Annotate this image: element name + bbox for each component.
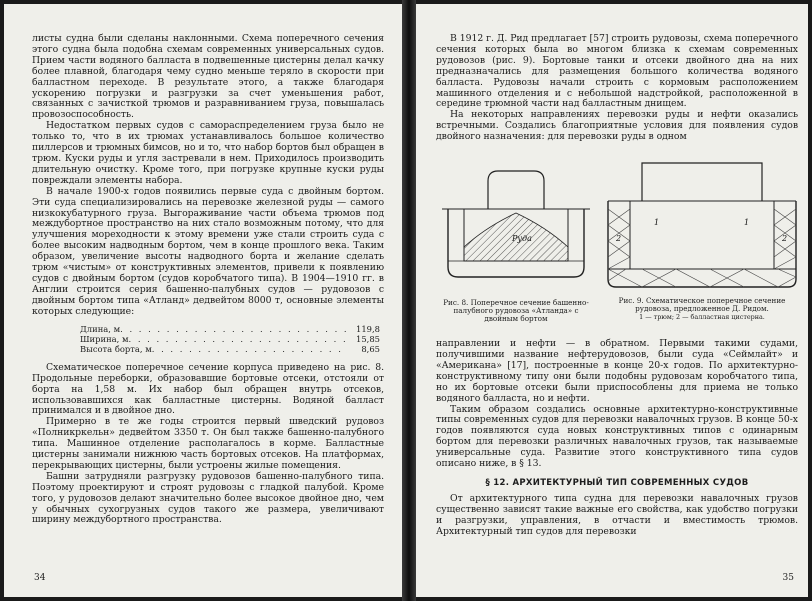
paragraph: Недостатком первых судов с самораспределением груза было не только то, что в их трюмах устанавливалось большое количество пиллерсов и трюмных бимсов, но и то, что набор бортов был обращен в трюм. Куски руды и угля застревали в нем. Приходилось производить длительную очистку. Кроме того, при погрузке крупные куски руды повреждали элементы набора. <box>32 120 384 186</box>
figure-9 <box>602 149 802 322</box>
paragraph: Таким образом создались основные архитектурно-конструктивные типы современных судов для перевозки навалочных грузов. В конце 50-х годов появляются суда новых конструктивных типов с одинарным бортом для перевозки различных навалочных грузов, так называемые универсальные суда. Развитие этого конструктивного типа судов описано ниже, в § 13. <box>436 403 798 470</box>
spec-label: Высота борта, м <box>80 344 152 355</box>
spec-value: 15,85 <box>356 333 380 344</box>
figure-8 <box>436 149 596 324</box>
spec-row <box>80 334 380 344</box>
paragraph: Башни затрудняли разгрузку рудовозов башенно-палубного типа. Поэтому проектируют и строят рудовозы с гладкой палубой. Кроме того, у рудовозов делают значительно более высокое двойное дно, чем у обычных сухогрузных судов такого же размера, увеличивают ширину междубортного пространства. <box>32 470 384 526</box>
figure-label: 1 <box>744 218 750 228</box>
paragraph: Схематическое поперечное сечение корпуса приведено на рис. 8. Продольные переборки, образовавшие бортовые отсеки, отстояли от борта на 1,58 м. Их набор был обращен внутрь отсеков, использовавшихся как балластные цистерны. Водяной балласт принимался и в двойное дно. <box>32 361 384 417</box>
figure-9-caption <box>602 297 802 322</box>
spec-row <box>80 324 380 334</box>
figure-label: 1 <box>654 218 660 228</box>
book-gutter <box>402 0 416 601</box>
figure-label: 2 <box>782 234 788 244</box>
paragraph: В начале 1900-х годов появились первые суда с двойным бортом. Эти суда специализировались на перевозке железной руды — самого низкокубатурного груза. Выгораживание части объема трюмов под междубортное пространство на них стало возможным потому, что для улучшения мореходности к этому времени уже стали строить суда с более высоким надводным бортом, чем в конце прошлого века. Таким образом, увеличение высоты надводного борта и желание сделать трюм «чистым» от конструктивных элементов, привели к появлению судов с двойным бортом (судов коробчатого типа). В 1904—1910 гг. в Англии строится серия башенно-палубных судов — рудовозов с двойным бортом типа «Атланд» дедвейтом 8000 т, основные элементы которых следующие: <box>32 185 384 317</box>
paragraph: От архитектурного типа судна для перевозки навалочных грузов существенно зависят такие важные его свойства, как удобство погрузки и разгрузки, управления, в отчасти и вместимость трюмов. Архитектурный тип судов для перевозки <box>436 492 798 537</box>
paragraph: Примерно в те же годы строится первый шведский рудовоз «Полникркельн» дедвейтом 3350 т. Он был также башенно-палубного типа. Машинное отделение располагалось в корме. Балластные цистерны занимали нижнюю часть бортовых отсеков. На платформах, перекрывающих цистерны, были устроены жилые помещения. <box>32 416 384 471</box>
reid-ore-carrier-cross-section-drawing <box>602 149 802 295</box>
figure-label: 2 <box>616 234 622 244</box>
figure-9-legend: 1 — трюм; 2 — балластная цистерна. <box>639 313 765 322</box>
spec-value: 8,65 <box>361 344 380 355</box>
figures-row <box>436 149 798 335</box>
right-page <box>416 4 808 597</box>
page-number: 34 <box>34 573 46 583</box>
figure-9-caption-text: Рис. 9. Схематическое поперечное сечение рудовоза, предложенное Д. Ридом. <box>618 296 786 314</box>
right-text-column <box>436 34 798 538</box>
hold-label: Руда <box>512 234 532 244</box>
paragraph: На некоторых направлениях перевозки руды и нефти оказались встречными. Создались благоприятные условия для появления судов двойного назначения: для перевозки руды в одном <box>436 109 798 143</box>
left-text-column <box>32 34 384 526</box>
ore-carrier-cross-section-drawing <box>436 149 596 297</box>
spec-label: Ширина, м <box>80 333 129 344</box>
spec-leader: . . . . . . . . . . . . . . . . . . . . . <box>151 344 343 355</box>
ship-specs-list <box>32 324 380 355</box>
spec-leader: . . . . . . . . . . . . . . . . . . . . . . . . <box>128 333 348 344</box>
spec-row <box>80 344 380 354</box>
paragraph: В 1912 г. Д. Рид предлагает [57] строить рудовозы, схема поперечного сечения которых была во многом близка к схемам современных рудовозов (рис. 9). Бортовые танки и отсеки двойного дна на них предназначались для размещения большого количества водяного балласта. Рудовозы начали строить с кормовым расположением машинного отделения и с небольшой надстройкой, расположенной в середине трюмной части над балластным днищем. <box>436 33 798 110</box>
figure-8-caption: Рис. 8. Поперечное сечение башенно-палубного рудовоза «Атланда» с двойным бортом <box>443 298 589 324</box>
spec-value: 119,8 <box>356 323 380 334</box>
paragraph: листы судна были сделаны наклонными. Схема поперечного сечения этого судна была подобна схемам современных универсальных судов. Прием части водяного балласта в подвешенные цистерны делал качку более плавной, благодаря чему судно меньше теряло в скорости при балластном переходе. В результате этого, а также благодаря ускорению погрузки и разгрузки за счет уменьшения работ, связанных с зачисткой трюмов и разравниванием груза, повышалась провозоспособность. <box>32 33 384 121</box>
page-number: 35 <box>782 573 794 583</box>
section-heading: § 12. АРХИТЕКТУРНЫЙ ТИП СОВРЕМЕННЫХ СУДОВ <box>485 477 749 488</box>
spec-label: Длина, м <box>80 323 121 334</box>
spec-leader: . . . . . . . . . . . . . . . . . . . . . . . . . <box>120 323 349 334</box>
paragraph: направлении и нефти — в обратном. Первыми такими судами, получившими название нефтерудовозов, были суда «Сеймлайт» и «Американа» [17], построенные в конце 20-х годов. По архитектурно-конструктивному типу они были подобны рудовозам коробчатого типа, но их бортовые отсеки были приспособлены для приема не только водяного балласта, но и нефти. <box>436 338 798 404</box>
left-page <box>4 4 402 597</box>
